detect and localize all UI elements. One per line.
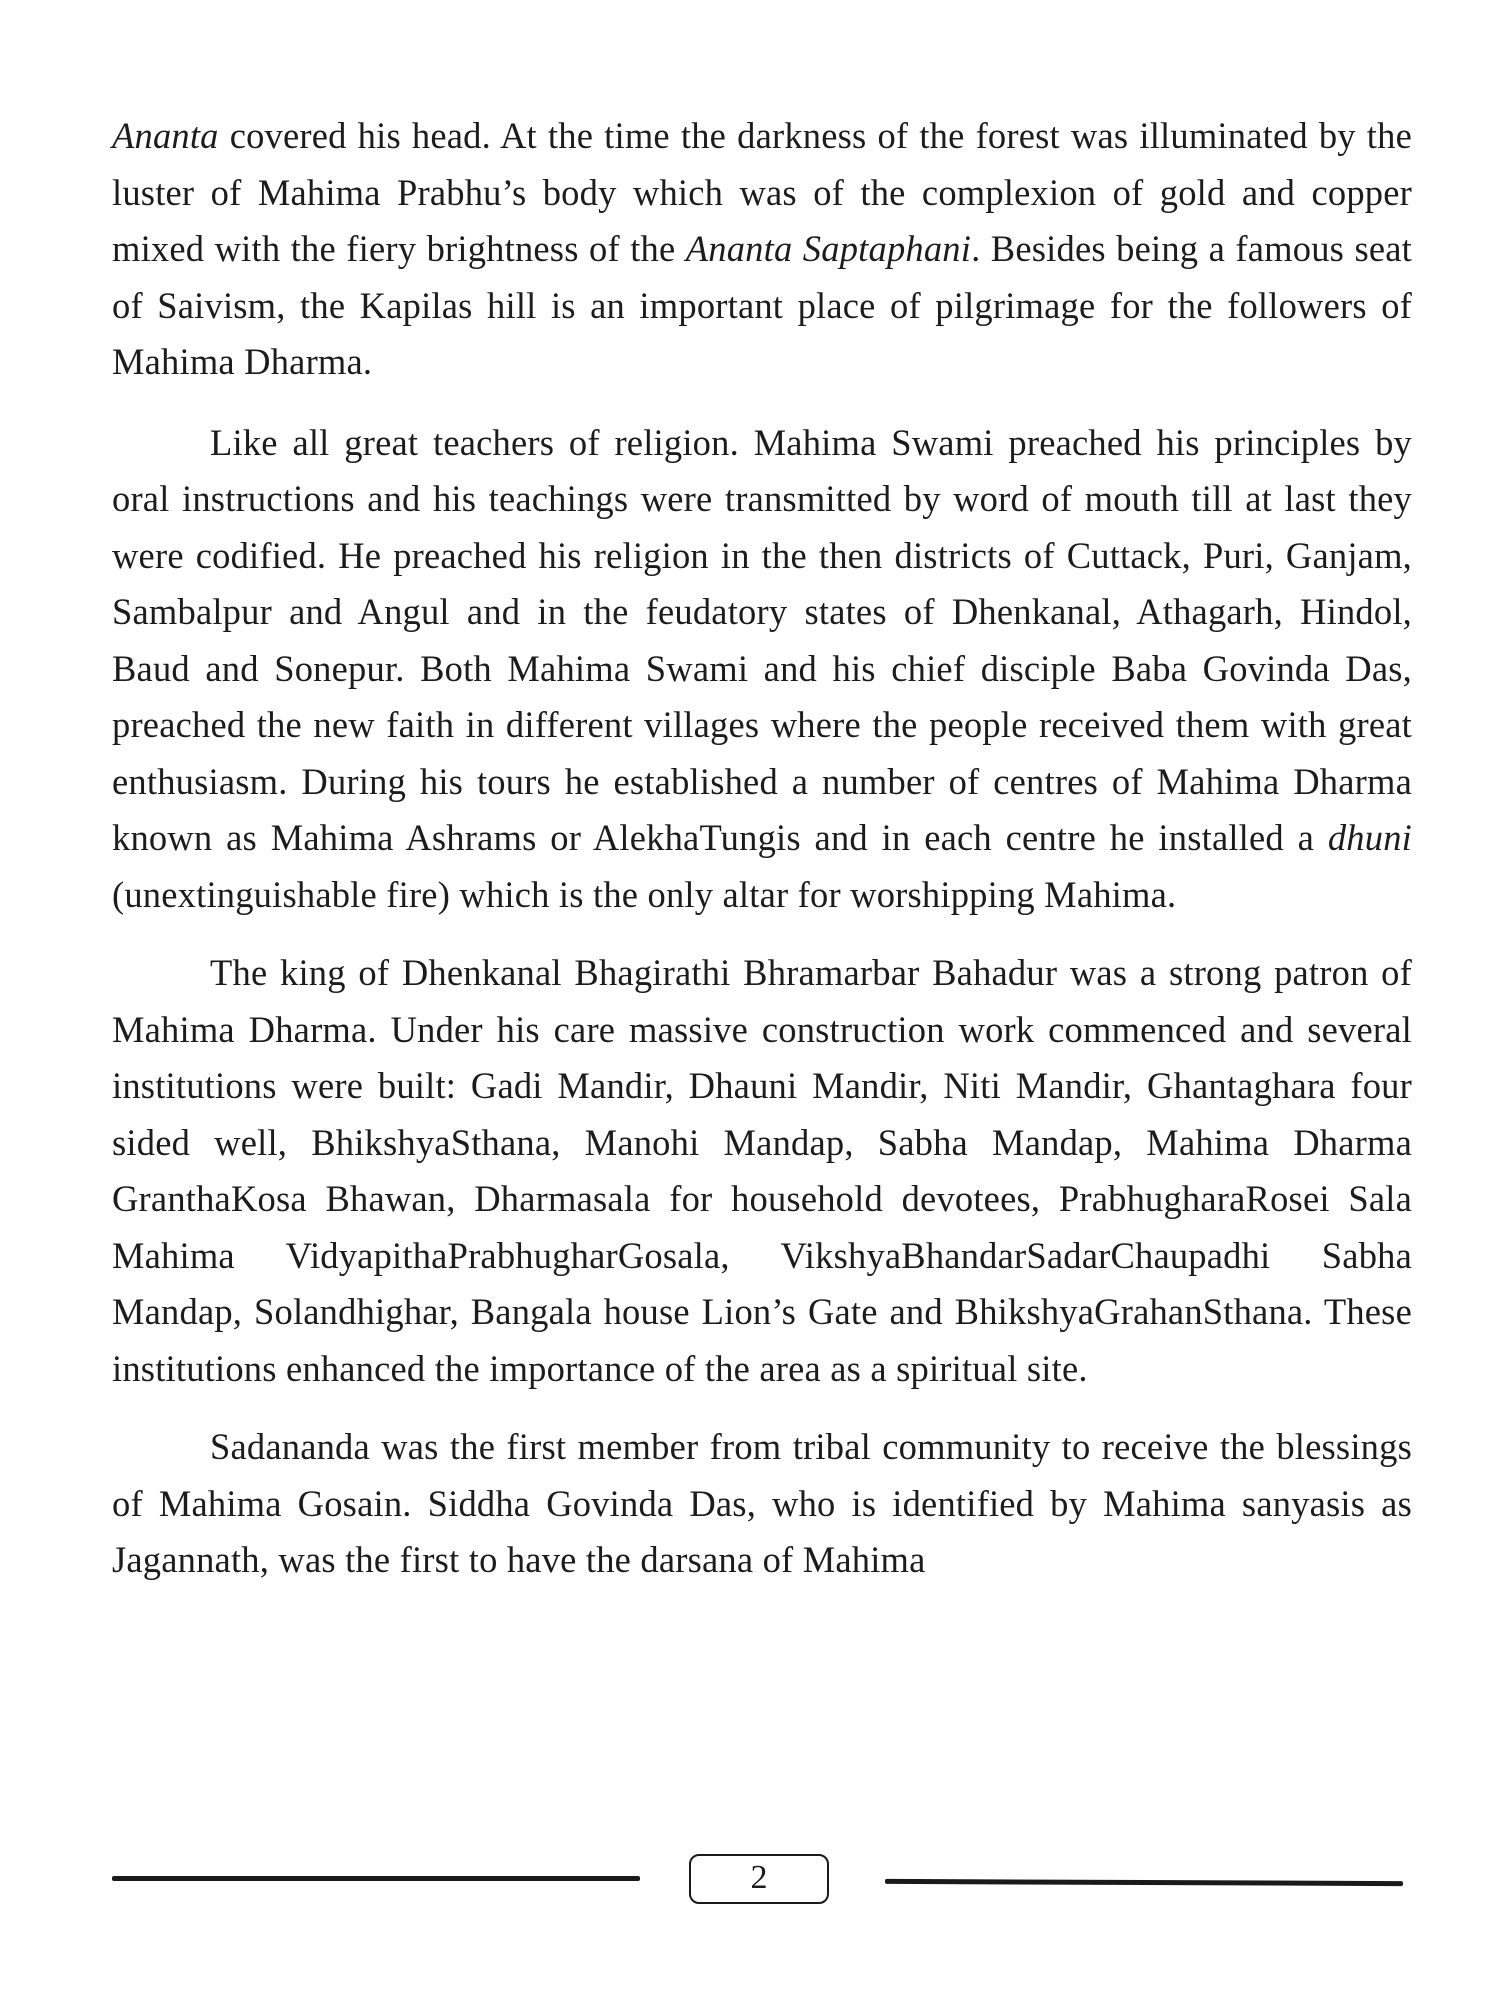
page-number: 2 — [750, 1859, 768, 1896]
paragraph-4-text: Sadananda was the first member from tribal community to receive the blessings of Mahima Gosain. Siddha Govinda Das, who is identified by Mahima sanyasis as Jagannath, was the first to have the darsana of Mahima — [112, 1426, 1412, 1580]
page-footer — [0, 1850, 1500, 1900]
paragraph-2-italic-term: dhuni — [1327, 817, 1412, 858]
paragraph-1-italic-term-2: Ananta Saptaphani — [685, 228, 972, 269]
footer-rule-right — [885, 1879, 1403, 1886]
paragraph-1-text-1: covered his head. At the time the darkness of the forest was illuminated by the luster of Mahima Prabhu’s body which was of the complexion of gold and copper mixed with the fiery brightness of the — [112, 115, 1412, 269]
paragraph-1-italic-term-1: Ananta — [112, 115, 219, 156]
footer-rule-left — [112, 1876, 640, 1881]
page-body — [112, 108, 1412, 1589]
paragraph-2-text-1: Like all great teachers of religion. Mahima Swami preached his principles by oral instructions and his teachings were transmitted by word of mouth till at last they were codified. He preached his religion in the then districts of Cuttack, Puri, Ganjam, Sambalpur and Angul and in the feudatory states of Dhenkanal, Athagarh, Hindol, Baud and Sonepur. Both Mahima Swami and his chief disciple Baba Govinda Das, preached the new faith in different villages where the people received them with great enthusiasm. During his tours he established a number of centres of Mahima Dharma known as Mahima Ashrams or AlekhaTungis and in each centre he installed a — [112, 421, 1412, 858]
paragraph-2-text-2: (unextinguishable fire) which is the only altar for worshipping Mahima. — [112, 873, 1177, 915]
paragraph-2 — [112, 415, 1412, 924]
paragraph-4 — [112, 1419, 1412, 1589]
paragraph-3-text: The king of Dhenkanal Bhagirathi Bhramarbar Bahadur was a strong patron of Mahima Dharma. Under his care massive construction work commenced and several institutions were built: Gadi Mandir, Dhauni Mandir, Niti Mandir, Ghantaghara four sided well, BhikshyaSthana, Manohi Mandap, Sabha Mandap, Mahima Dharma GranthaKosa Bhawan, Dharmasala for household devotees, PrabhugharaRosei Sala Mahima VidyapithaPrabhugharGosala, VikshyaBhandarSadarChaupadhi Sabha Mandap, Solandhighar, Bangala house Lion’s Gate and BhikshyaGrahanSthana. These institutions enhanced the importance of the area as a spiritual site. — [112, 952, 1412, 1389]
paragraph-3 — [112, 945, 1412, 1397]
paragraph-1-text-2: . Besides being a famous seat of Saivism, the Kapilas hill is an important place of pilgrimage for the followers of Mahima Dharma. — [112, 228, 1412, 382]
page-number-box — [689, 1854, 829, 1904]
paragraph-1 — [112, 108, 1412, 391]
